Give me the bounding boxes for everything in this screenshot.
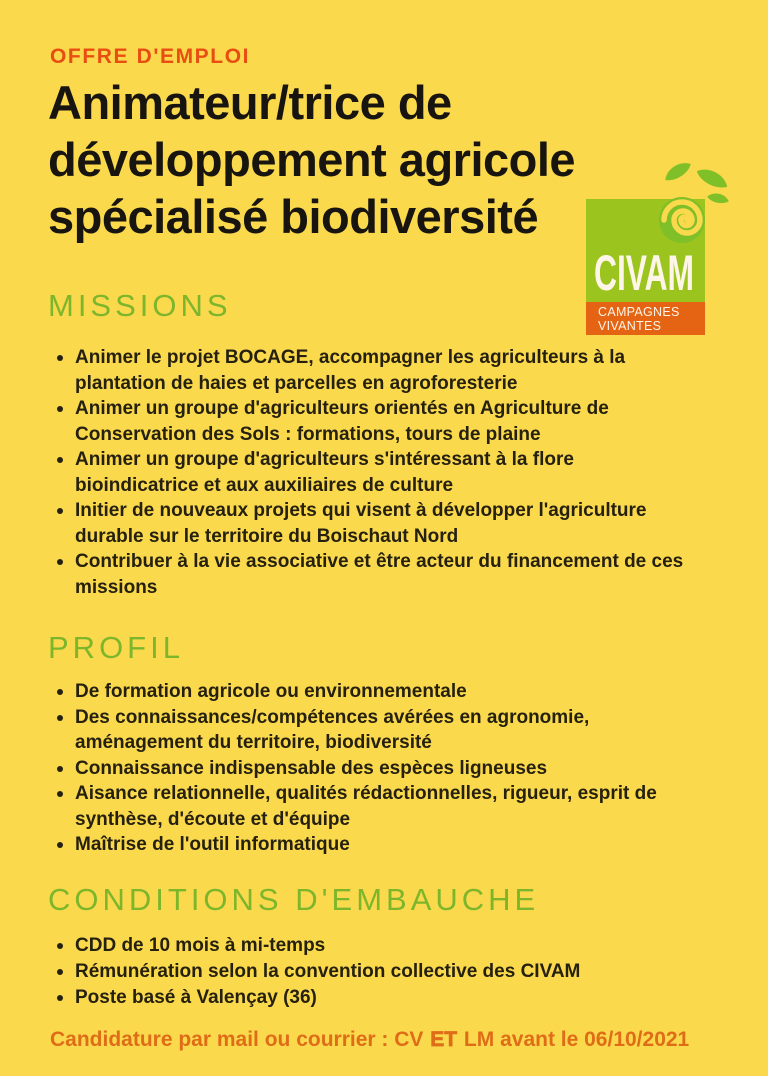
bullet-item: Animer le projet BOCAGE, accompagner les agriculteurs à la plantation de haies et parcelles en agroforesterie bbox=[48, 345, 688, 396]
bullet-item: Rémunération selon la convention collective des CIVAM bbox=[48, 959, 688, 985]
conditions-list bbox=[48, 933, 688, 1011]
bullet-item: Des connaissances/compétences avérées en agronomie, aménagement du territoire, biodiversité bbox=[48, 705, 688, 756]
footer-suffix: LM avant le 06/10/2021 bbox=[458, 1028, 690, 1051]
leaf-icon bbox=[706, 192, 729, 205]
bullet-item: Maîtrise de l'outil informatique bbox=[48, 832, 688, 858]
missions-heading: MISSIONS bbox=[48, 288, 232, 323]
bullet-item: Contribuer à la vie associative et être acteur du financement de ces missions bbox=[48, 549, 688, 600]
plant-leaves-icon bbox=[662, 158, 731, 205]
bullet-item: Poste basé à Valençay (36) bbox=[48, 985, 688, 1011]
section-missions bbox=[48, 288, 688, 600]
footer-bold-et: ET bbox=[430, 1028, 458, 1051]
logo-tagline-line1: CAMPAGNES bbox=[598, 305, 680, 319]
logo-tagline-line2: VIVANTES bbox=[598, 319, 662, 333]
bullet-item: Animer un groupe d'agriculteurs s'intéressant à la flore bioindicatrice et aux auxiliaires de culture bbox=[48, 447, 688, 498]
bullet-item: Animer un groupe d'agriculteurs orientés en Agriculture de Conservation des Sols : formations, tours de plaine bbox=[48, 396, 688, 447]
conditions-heading: CONDITIONS D'EMBAUCHE bbox=[48, 882, 540, 917]
section-profil bbox=[48, 630, 688, 858]
application-instructions bbox=[50, 1028, 689, 1052]
title-line-2: développement agricole bbox=[48, 133, 576, 186]
leaf-icon bbox=[694, 165, 730, 192]
profil-heading: PROFIL bbox=[48, 630, 184, 665]
kicker-label: OFFRE D'EMPLOI bbox=[50, 45, 251, 68]
title-line-1: Animateur/trice de bbox=[48, 76, 452, 129]
section-conditions bbox=[48, 882, 688, 1011]
footer-prefix: Candidature par mail ou courrier : CV bbox=[50, 1028, 430, 1051]
profil-list bbox=[48, 679, 688, 858]
bullet-item: CDD de 10 mois à mi-temps bbox=[48, 933, 688, 959]
leaf-icon bbox=[662, 158, 694, 184]
bullet-item: De formation agricole ou environnementale bbox=[48, 679, 688, 705]
title-line-3: spécialisé biodiversité bbox=[48, 190, 539, 243]
bullet-item: Aisance relationnelle, qualités rédactionnelles, rigueur, esprit de synthèse, d'écoute et d'équipe bbox=[48, 781, 688, 832]
bullet-item: Connaissance indispensable des espèces ligneuses bbox=[48, 756, 688, 782]
missions-list bbox=[48, 345, 688, 600]
bullet-item: Initier de nouveaux projets qui visent à développer l'agriculture durable sur le territoire du Boischaut Nord bbox=[48, 498, 688, 549]
logo-acronym-text: CIVAM bbox=[594, 245, 695, 301]
